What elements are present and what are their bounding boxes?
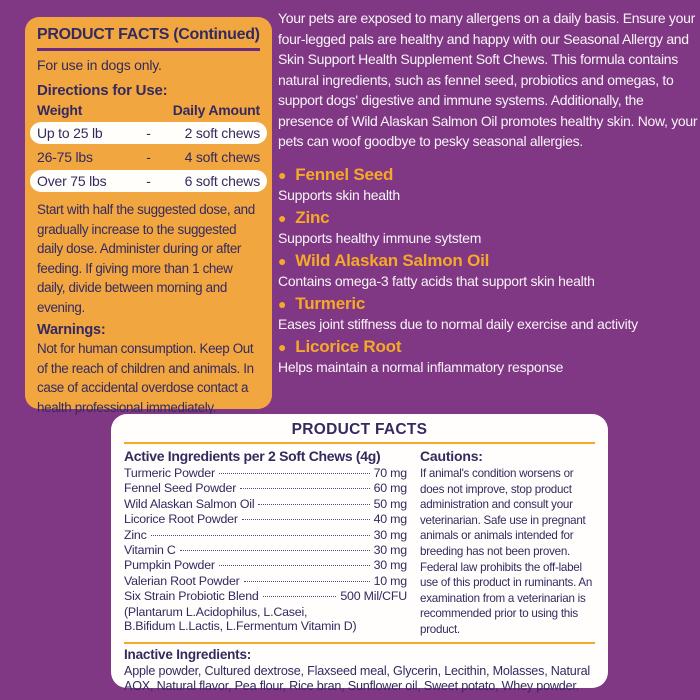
weight-row	[30, 122, 267, 144]
ingredient-row	[124, 558, 407, 573]
benefit-name: Wild Alaskan Salmon Oil	[295, 250, 490, 270]
cautions-text: If animal's condition worsens or does not improve, stop product administration and consult your veterinarian. Safe use in pregnant animals or animals intended for breeding has not been proven. Federal law prohibits the off-label use of this product in ruminants. An examination from a veterinarian is recommended prior to using this product.	[420, 467, 593, 636]
benefit-name: Zinc	[295, 207, 330, 227]
dot-leader	[244, 581, 370, 582]
benefit-name: Turmeric	[295, 293, 366, 313]
ingredient-row	[124, 528, 407, 543]
dash-separator: -	[146, 125, 151, 141]
benefit-description: Supports healthy immune sytstem	[278, 229, 482, 246]
benefit-heading	[278, 165, 698, 185]
benefit-item	[278, 337, 698, 377]
product-facts-continued-panel	[25, 17, 272, 415]
benefit-name: Fennel Seed	[295, 164, 394, 184]
ingredient-amount: 60 mg	[373, 481, 407, 496]
bullet-icon: ●	[278, 166, 287, 183]
ingredient-amount: 50 mg	[373, 496, 407, 511]
active-ingredients-heading: Active Ingredients per 2 Soft Chews (4g)	[124, 448, 381, 464]
ingredient-amount: 500 Mil/CFU	[340, 589, 407, 604]
ingredient-row	[124, 481, 407, 496]
bullet-icon: ●	[278, 252, 287, 269]
ingredient-name: Wild Alaskan Salmon Oil	[124, 496, 255, 511]
marketing-column	[278, 8, 698, 380]
ingredient-name: Licorice Root Powder	[124, 512, 238, 527]
facts-columns	[124, 448, 595, 638]
benefit-heading	[278, 337, 698, 357]
weight-value: Up to 25 lb	[37, 125, 103, 141]
ingredient-name: Turmeric Powder	[124, 466, 215, 480]
probiotic-strains-note: (Plantarum L.Acidophilus, L.Casei,	[124, 604, 308, 619]
panel-title: PRODUCT FACTS (Continued)	[37, 26, 260, 43]
benefit-item	[278, 294, 698, 334]
benefit-item	[278, 165, 698, 205]
ingredient-row	[124, 512, 407, 527]
ingredient-amount: 10 mg	[373, 573, 407, 588]
weight-row	[30, 146, 267, 168]
ingredient-name: Zinc	[124, 527, 147, 542]
ingredient-amount: 40 mg	[373, 512, 407, 527]
amount-value: 2 soft chews	[184, 125, 260, 141]
dash-separator: -	[146, 149, 151, 165]
amount-value: 4 soft chews	[184, 149, 260, 165]
inactive-ingredients-heading: Inactive Ingredients:	[124, 646, 252, 662]
cautions-column	[420, 448, 595, 638]
product-facts-panel	[111, 414, 608, 693]
benefit-description: Eases joint stiffness due to normal daily exercise and activity	[278, 315, 638, 332]
ingredient-row	[124, 574, 407, 589]
benefit-name: Licorice Root	[295, 336, 402, 356]
amount-value: 6 soft chews	[184, 173, 260, 189]
ingredient-row	[124, 589, 407, 604]
ingredient-row	[124, 497, 407, 512]
active-ingredients-column	[124, 448, 407, 638]
dot-leader	[151, 535, 370, 536]
benefit-description: Helps maintain a normal inflammatory response	[278, 358, 564, 375]
warnings-text: Not for human consumption. Keep Out of the reach of children and animals. In case of accidental overdose contact a health professional immediately.	[37, 341, 254, 415]
ingredient-name: Vitamin C	[124, 543, 176, 558]
benefit-heading	[278, 208, 698, 228]
panel-title: PRODUCT FACTS	[291, 421, 428, 438]
intro-paragraph: Your pets are exposed to many allergens on a daily basis. Ensure your four-legged pals are healthy and happy with our Seasonal Allergy and Skin Support Health Supplement Soft Chews. This formula contains natural ingredients, such as fennel seed, probiotics and omegas, to support dogs' digestive and immune systems. Additionally, the presence of Wild Alaskan Salmon Oil promotes healthy skin. Now, your pets can woof goodbye to pesky seasonal allergies.	[278, 10, 698, 149]
ingredient-row	[124, 466, 407, 481]
dot-leader	[263, 596, 337, 597]
ingredient-name: Fennel Seed Powder	[124, 481, 237, 496]
title-divider	[124, 442, 595, 444]
benefit-item	[278, 251, 698, 291]
probiotic-strains-note: B.Bifidum L.Lactis, L.Fermentum Vitamin D)	[124, 619, 357, 634]
dash-separator: -	[146, 173, 151, 189]
warnings-heading: Warnings:	[37, 322, 106, 338]
ingredient-name: Valerian Root Powder	[124, 573, 240, 588]
bullet-icon: ●	[278, 338, 287, 355]
dot-leader	[219, 473, 370, 474]
benefit-description: Supports skin health	[278, 186, 400, 203]
inactive-ingredients-text: Apple powder, Cultured dextrose, Flaxseed meal, Glycerin, Lecithin, Molasses, Natural AOX, Natural flavor, Pea flour, Rice bran, Sunflower oil, Sweet potato, Whey powder.	[124, 663, 590, 693]
amount-column-header: Daily Amount	[172, 102, 260, 118]
dot-leader	[240, 488, 369, 489]
weight-column-header: Weight	[37, 102, 83, 118]
benefit-item	[278, 208, 698, 248]
benefit-heading	[278, 251, 698, 271]
dot-leader	[258, 504, 369, 505]
dot-leader	[242, 519, 370, 520]
ingredient-row	[124, 543, 407, 558]
benefit-heading	[278, 294, 698, 314]
cautions-heading: Cautions:	[420, 448, 483, 464]
bullet-icon: ●	[278, 209, 287, 226]
dosing-instructions: Start with half the suggested dose, and gradually increase to the suggested daily dose. Administer during or after feeding. If giving more than 1 chew daily, divide between morning and evening.	[37, 202, 255, 315]
weight-value: 26-75 lbs	[37, 149, 93, 165]
weight-table-header	[37, 102, 260, 118]
title-divider	[37, 48, 260, 51]
ingredient-amount: 70 mg	[373, 466, 407, 480]
ingredient-name: Pumpkin Powder	[124, 558, 215, 573]
ingredient-amount: 30 mg	[373, 527, 407, 542]
bullet-icon: ●	[278, 295, 287, 312]
benefit-description: Contains omega-3 fatty acids that support skin health	[278, 272, 595, 289]
use-note: For use in dogs only.	[37, 57, 162, 73]
ingredient-amount: 30 mg	[373, 558, 407, 573]
weight-value: Over 75 lbs	[37, 173, 107, 189]
section-divider	[124, 642, 595, 644]
ingredient-amount: 30 mg	[373, 543, 407, 558]
dot-leader	[180, 550, 370, 551]
ingredient-name: Six Strain Probiotic Blend	[124, 589, 259, 604]
directions-heading: Directions for Use:	[37, 82, 168, 99]
dot-leader	[219, 565, 370, 566]
weight-row	[30, 170, 267, 192]
